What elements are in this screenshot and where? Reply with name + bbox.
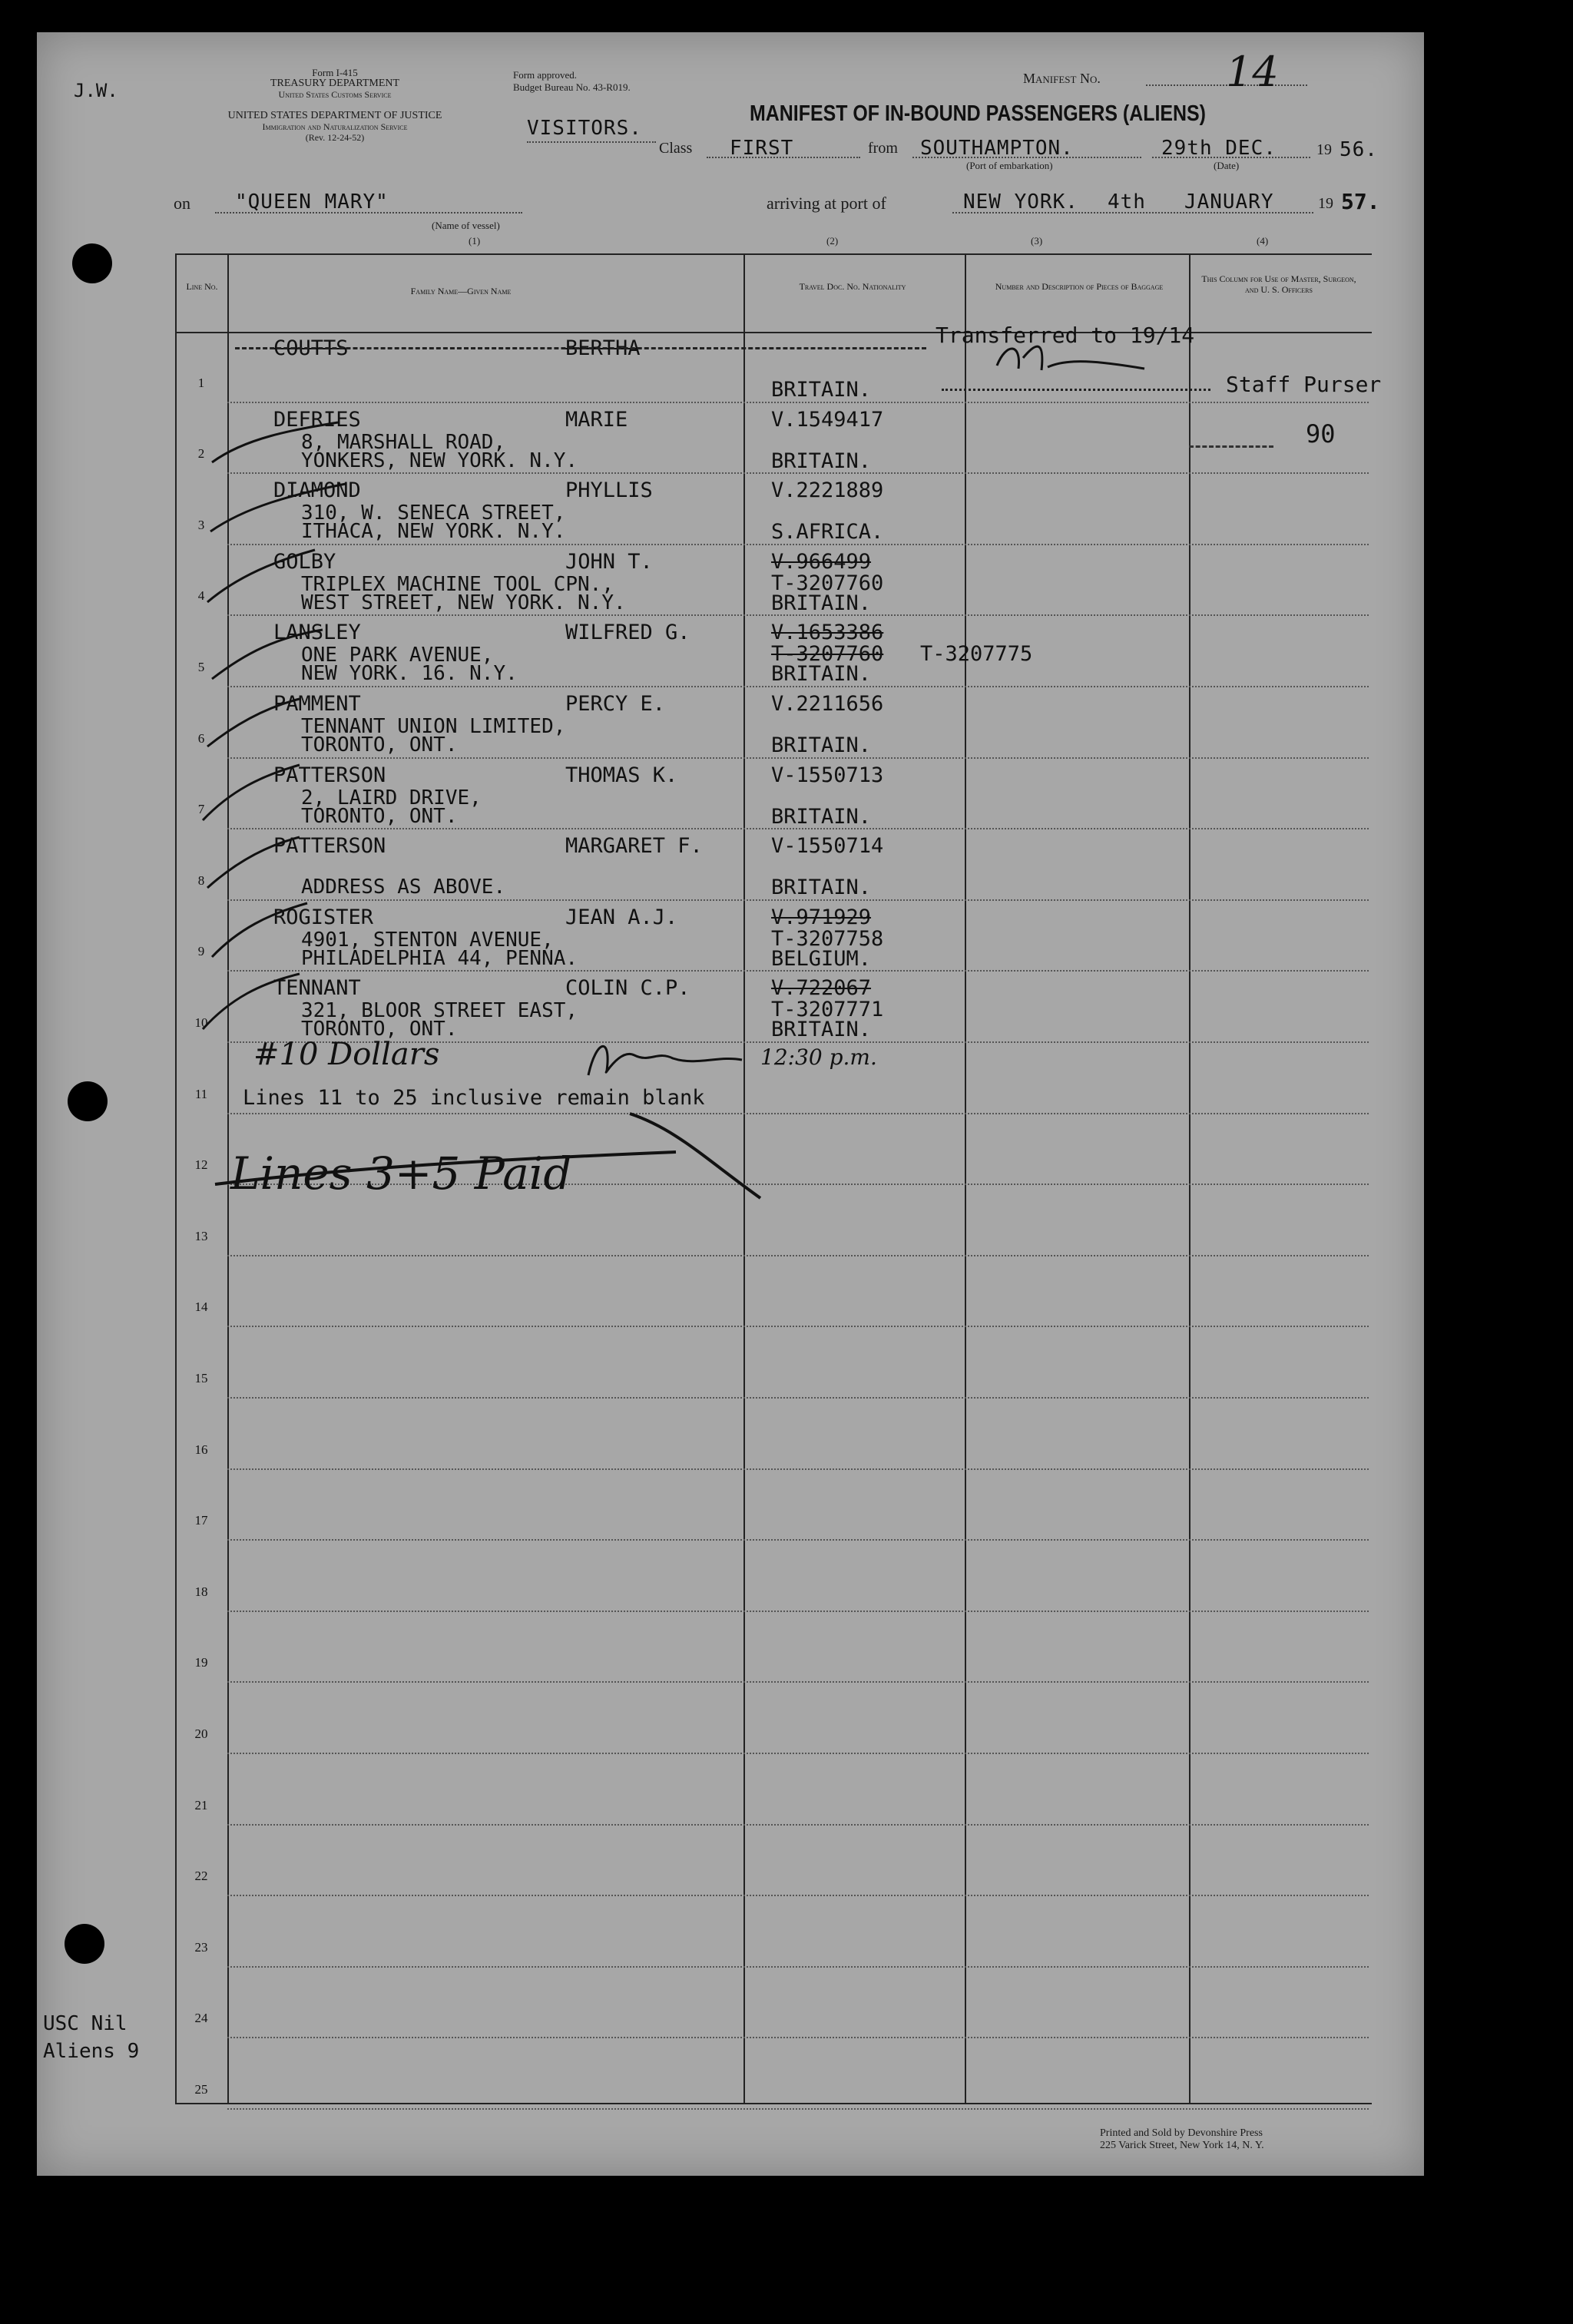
row-divider <box>227 1611 1369 1612</box>
arrival-year: 57. <box>1341 189 1380 214</box>
departure-year: 56. <box>1340 138 1378 161</box>
row-divider <box>227 686 1369 687</box>
travel-doc: V-1550713 <box>771 763 884 787</box>
address-line-1: 321, BLOOR STREET EAST, <box>301 999 578 1022</box>
form-id: Form I-415 <box>312 67 358 78</box>
blank-lines-note: Lines 11 to 25 inclusive remain blank <box>243 1086 705 1110</box>
row-divider <box>227 1255 1369 1256</box>
customs-service: United States Customs Service <box>278 89 392 100</box>
col-number-4: (4) <box>1257 235 1269 247</box>
family-name: PAMMENT <box>273 692 361 716</box>
travel-doc: V.971929 <box>771 905 872 929</box>
address-line-1: 310, W. SENECA STREET, <box>301 502 566 525</box>
given-name: WILFRED G. <box>565 621 690 644</box>
given-name: PERCY E. <box>565 692 666 716</box>
header-travel-doc: Travel Doc. No. Nationality <box>799 281 906 292</box>
class-line <box>707 157 860 158</box>
row-divider <box>227 1753 1369 1754</box>
address-line-1: 8, MARSHALL ROAD, <box>301 431 506 454</box>
line-number: 6 <box>197 731 205 746</box>
officer-dash <box>1189 445 1273 448</box>
family-name: PATTERSON <box>273 763 386 787</box>
arrival-year-prefix: 19 <box>1318 195 1333 212</box>
arriving-label: arriving at port of <box>767 194 886 213</box>
manifest-number: 14 <box>1226 48 1279 96</box>
row-divider <box>227 544 1369 545</box>
travel-doc-replacement: T-3207771 <box>771 998 884 1021</box>
line-number: 14 <box>194 1299 208 1314</box>
arrival-line <box>952 212 1313 214</box>
col-number-1: (1) <box>469 235 481 247</box>
travel-doc: V.2211656 <box>771 692 884 716</box>
purser-signature <box>991 335 1160 381</box>
col-divider-3 <box>965 255 966 2103</box>
travel-doc-final: T-3207775 <box>920 642 1033 666</box>
line-number: 24 <box>194 2011 208 2025</box>
family-name: COUTTS <box>273 336 349 360</box>
nationality: BRITAIN. <box>771 1018 872 1041</box>
line-number: 11 <box>194 1087 208 1101</box>
address-line-2: ADDRESS AS ABOVE. <box>301 876 506 899</box>
struck-dash-line <box>235 347 926 349</box>
visitors-underline <box>527 141 656 143</box>
travel-doc: V.2221889 <box>771 478 884 502</box>
given-name: PHYLLIS <box>565 478 653 502</box>
line-number: 22 <box>194 1869 208 1883</box>
address-line-2: TORONTO, ONT. <box>301 805 458 828</box>
time-note: 12:30 p.m. <box>760 1044 877 1070</box>
transferred-note: Transferred to 19/14 <box>936 323 1195 348</box>
travel-doc: V.1653386 <box>771 621 884 644</box>
vessel-line <box>215 212 522 214</box>
vessel-name: "QUEEN MARY" <box>235 190 389 214</box>
col-number-3: (3) <box>1031 235 1043 247</box>
printer-line-1: Printed and Sold by Devonshire Press <box>1100 2127 1263 2139</box>
row-divider <box>227 1539 1369 1541</box>
punch-hole-bottom <box>65 1924 104 1964</box>
printer-line-2: 225 Varick Street, New York 14, N. Y. <box>1100 2140 1264 2151</box>
revision-date: (Rev. 12-24-52) <box>305 132 365 143</box>
family-name: PATTERSON <box>273 834 386 858</box>
given-name: MARGARET F. <box>565 834 703 858</box>
address-line-2: NEW YORK. 16. N.Y. <box>301 662 518 685</box>
row-divider <box>227 757 1369 759</box>
header-officers: This Column for Use of Master, Surgeon, and U. S. Officers <box>1201 273 1356 295</box>
line-number: 21 <box>194 1798 208 1813</box>
travel-doc: V-1550714 <box>771 834 884 858</box>
line-number: 13 <box>194 1229 208 1243</box>
line-number: 5 <box>197 660 205 674</box>
nationality: BRITAIN. <box>771 805 872 829</box>
family-name: DEFRIES <box>273 408 361 432</box>
travel-doc-replacement: T-3207760 <box>771 642 884 666</box>
given-name: JEAN A.J. <box>565 905 678 929</box>
given-name: JOHN T. <box>565 550 653 574</box>
address-line-1: TENNANT UNION LIMITED, <box>301 715 566 738</box>
row-divider <box>227 1895 1369 1896</box>
travel-doc: V.966499 <box>771 550 872 574</box>
address-line-2: ITHACA, NEW YORK. N.Y. <box>301 520 566 543</box>
punch-hole-middle <box>68 1081 108 1121</box>
row-divider <box>227 1966 1369 1968</box>
manifest-no-label: Manifest No. <box>1023 71 1101 86</box>
address-line-1: 4901, STENTON AVENUE, <box>301 929 554 952</box>
travel-doc-replacement: T-3207760 <box>771 571 884 595</box>
line-number: 25 <box>194 2082 208 2097</box>
family-name: ROGISTER <box>273 905 374 929</box>
ins-service: Immigration and Naturalization Service <box>262 121 408 132</box>
given-name: BERTHA <box>565 336 641 360</box>
manifest-title: MANIFEST OF IN-BOUND PASSENGERS (ALIENS) <box>750 101 1206 126</box>
date-line <box>1152 157 1310 158</box>
on-label: on <box>174 194 190 213</box>
travel-doc-replacement: T-3207758 <box>771 927 884 951</box>
date-caption: (Date) <box>1214 160 1240 171</box>
line-number: 8 <box>197 873 205 888</box>
dollars-note: #10 Dollars <box>253 1037 440 1072</box>
line-number: 15 <box>194 1371 208 1385</box>
col-divider-4 <box>1189 255 1191 2103</box>
family-name: TENNANT <box>273 976 361 1000</box>
line-number: 9 <box>197 944 205 958</box>
nationality: BRITAIN. <box>771 378 872 402</box>
nationality: BRITAIN. <box>771 591 872 615</box>
line-number: 3 <box>197 518 205 532</box>
officer-count: 90 <box>1306 419 1336 449</box>
header-line-no: Line No. <box>186 281 218 292</box>
margin-aliens-count: Aliens 9 <box>43 2040 140 2063</box>
purser-dotted-line <box>942 389 1210 391</box>
given-name: COLIN C.P. <box>565 976 690 1000</box>
vessel-caption: (Name of vessel) <box>432 220 500 231</box>
family-name: DIAMOND <box>273 478 361 502</box>
line-number: 20 <box>194 1726 208 1741</box>
travel-doc: V.1549417 <box>771 408 884 432</box>
row-divider <box>227 1397 1369 1399</box>
line-number: 23 <box>194 1940 208 1955</box>
punch-hole-top <box>72 243 112 283</box>
row-divider <box>227 1824 1369 1826</box>
paid-underline-stroke <box>200 1098 768 1206</box>
address-line-1: ONE PARK AVENUE, <box>301 644 494 667</box>
row-divider <box>227 2037 1369 2038</box>
margin-usc-count: USC Nil <box>43 2012 127 2035</box>
treasury-dept: TREASURY DEPARTMENT <box>270 78 400 89</box>
staff-purser: Staff Purser <box>1226 372 1382 397</box>
nationality: BRITAIN. <box>771 733 872 757</box>
row-divider <box>227 1468 1369 1470</box>
address-line-2: YONKERS, NEW YORK. N.Y. <box>301 449 578 472</box>
line-number: 1 <box>197 376 205 390</box>
address-line-2: PHILADELPHIA 44, PENNA. <box>301 947 578 970</box>
line-number: 19 <box>194 1655 208 1670</box>
header-name: Family Name—Given Name <box>410 286 512 296</box>
embarkation-date: 29th DEC. <box>1161 137 1277 160</box>
arrival-port: NEW YORK. <box>963 190 1078 214</box>
line-number: 12 <box>194 1157 208 1172</box>
line-number: 17 <box>194 1513 208 1528</box>
line-number: 4 <box>197 588 205 603</box>
embarkation-port: SOUTHAMPTON. <box>920 137 1074 160</box>
line-number: 16 <box>194 1442 208 1457</box>
line-number: 2 <box>197 446 205 461</box>
embarkation-caption: (Port of embarkation) <box>966 160 1053 171</box>
visitors-label: VISITORS. <box>527 117 642 140</box>
row-divider <box>227 1681 1369 1683</box>
form-approved: Form approved. <box>513 69 578 81</box>
family-name: LANSLEY <box>273 621 361 644</box>
justice-dept: UNITED STATES DEPARTMENT OF JUSTICE <box>227 110 442 121</box>
row-divider <box>227 899 1369 901</box>
address-line-2: TORONTO, ONT. <box>301 733 458 756</box>
nationality: BRITAIN. <box>771 662 872 686</box>
embarkation-line <box>912 157 1141 158</box>
from-label: from <box>868 140 898 157</box>
line-number: 18 <box>194 1584 208 1599</box>
nationality: BELGIUM. <box>771 947 872 971</box>
arrival-date: 4th JANUARY <box>1108 190 1274 214</box>
address-line-2: TORONTO, ONT. <box>301 1018 458 1041</box>
margin-initials: J.W. <box>74 80 118 101</box>
check-marks <box>184 399 369 1037</box>
travel-doc: V.722067 <box>771 976 872 1000</box>
row-divider <box>227 402 1369 403</box>
given-name: THOMAS K. <box>565 763 678 787</box>
col-number-2: (2) <box>826 235 839 247</box>
header-baggage: Number and Description of Pieces of Baggage <box>995 281 1164 292</box>
class-label: Class <box>659 140 693 157</box>
lines-paid-note: Lines 3+5 Paid <box>230 1147 572 1200</box>
address-line-2: WEST STREET, NEW YORK. N.Y. <box>301 591 626 614</box>
budget-bureau: Budget Bureau No. 43-R019. <box>513 81 631 93</box>
address-line-1: 2, LAIRD DRIVE, <box>301 786 482 809</box>
row-divider <box>227 2108 1369 2110</box>
given-name: MARIE <box>565 408 628 432</box>
nationality: BRITAIN. <box>771 876 872 899</box>
line-number: 10 <box>194 1015 208 1030</box>
family-name: GOLBY <box>273 550 336 574</box>
nationality: BRITAIN. <box>771 449 872 473</box>
nationality: S.AFRICA. <box>771 520 884 544</box>
address-line-1: TRIPLEX MACHINE TOOL CPN., <box>301 573 614 596</box>
line-number: 7 <box>197 802 205 816</box>
year-prefix: 19 <box>1316 141 1332 158</box>
inspector-signature <box>581 1032 750 1086</box>
class-value: FIRST <box>730 137 794 160</box>
row-divider <box>227 1326 1369 1327</box>
